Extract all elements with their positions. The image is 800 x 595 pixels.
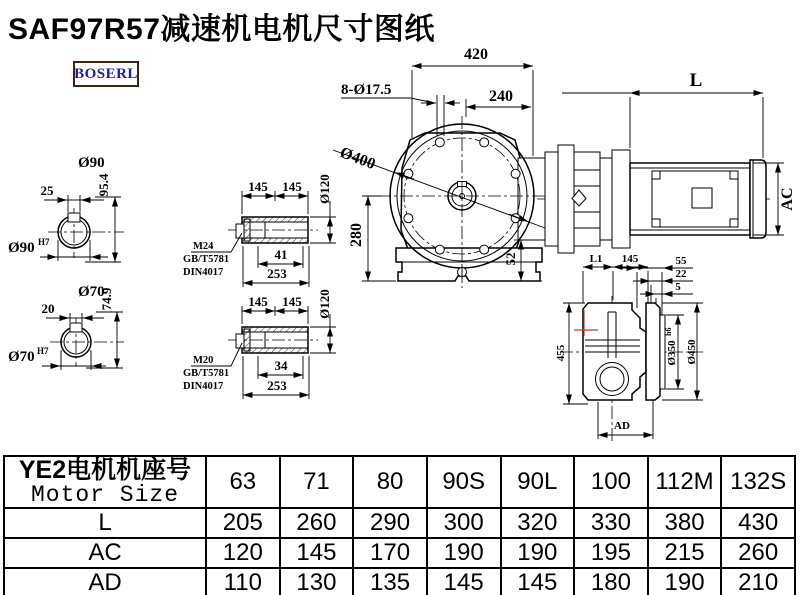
dim-L1: L1 <box>589 253 603 265</box>
dim-145-flange: 145 <box>621 253 639 265</box>
dim-34: 34 <box>274 358 288 373</box>
AD-value: 130 <box>280 568 354 595</box>
frame-col-90l: 90L <box>501 456 575 508</box>
std-din-lower: DIN4017 <box>183 381 224 392</box>
dim-22: 22 <box>675 268 687 280</box>
L-value: 380 <box>648 508 722 538</box>
bore90-label: Ø90 <box>8 240 35 256</box>
frame-col-100: 100 <box>574 456 648 508</box>
dia90-label: Ø90 <box>78 155 105 171</box>
table-row-AD <box>4 568 795 595</box>
AC-value: 195 <box>574 538 648 568</box>
motor-size-header-en: Motor Size <box>30 482 180 509</box>
L-value: 320 <box>501 508 575 538</box>
dim-55: 55 <box>675 255 687 267</box>
dim-d400: Ø400 <box>337 144 378 174</box>
std-gb-upper: GB/T5781 <box>183 254 230 265</box>
thread-m20: M20 <box>193 355 214 366</box>
gearbox-front-view <box>333 46 552 288</box>
dim-d120-upper: Ø120 <box>317 174 332 204</box>
hollow-shaft-section-upper <box>183 174 336 287</box>
L-value: 205 <box>206 508 280 538</box>
frame-col-63: 63 <box>206 456 280 508</box>
AD-value: 180 <box>574 568 648 595</box>
table-row-L <box>4 508 795 538</box>
boserl-logo-text: BOSERL <box>74 65 138 82</box>
AC-value: 145 <box>280 538 354 568</box>
dim-145d: 145 <box>282 294 302 309</box>
AC-value: 190 <box>427 538 501 568</box>
shaft-end-view-90 <box>8 155 124 262</box>
frame-col-80: 80 <box>353 456 427 508</box>
dim-5: 5 <box>675 281 681 293</box>
std-din-upper: DIN4017 <box>183 267 224 278</box>
std-gb-lower: GB/T5781 <box>183 368 230 379</box>
dim-74-9: 74.9 <box>99 287 114 311</box>
frame-col-71: 71 <box>280 456 354 508</box>
output-flange-side-view <box>555 253 703 443</box>
frame-col-90s: 90S <box>427 456 501 508</box>
table-header-row <box>4 456 795 508</box>
dim-AC: AC <box>779 187 796 211</box>
row-label-AD: AD <box>4 568 206 595</box>
dim-280: 280 <box>348 223 365 247</box>
AD-value: 135 <box>353 568 427 595</box>
dim-420: 420 <box>464 46 488 63</box>
dim-145b: 145 <box>282 179 302 194</box>
motor-side-view <box>537 70 796 253</box>
AC-value: 120 <box>206 538 280 568</box>
dim-95-4: 95.4 <box>96 173 111 197</box>
bore70-tol: H7 <box>37 346 49 356</box>
shaft-end-view-70 <box>8 284 124 370</box>
page-title: SAF97R57减速机电机尺寸图纸 <box>8 13 435 46</box>
table-row-AC <box>4 538 795 568</box>
hollow-shaft-section-lower <box>183 289 336 399</box>
dim-145c: 145 <box>248 294 268 309</box>
dim-240: 240 <box>489 88 513 105</box>
dim-253-upper: 253 <box>267 266 287 281</box>
L-value: 300 <box>427 508 501 538</box>
AD-value: 145 <box>427 568 501 595</box>
dim-d350-tol: h6 <box>664 327 673 336</box>
AC-value: 215 <box>648 538 722 568</box>
dim-d120-lower: Ø120 <box>317 289 332 319</box>
thread-m24: M24 <box>193 241 214 252</box>
dim-41: 41 <box>274 247 288 262</box>
AD-value: 210 <box>721 568 795 595</box>
L-value: 290 <box>353 508 427 538</box>
frame-col-112m: 112M <box>648 456 722 508</box>
AD-value: 190 <box>648 568 722 595</box>
AC-value: 260 <box>721 538 795 568</box>
motor-size-header-cell <box>4 456 206 508</box>
row-label-AC: AC <box>4 538 206 568</box>
AD-value: 145 <box>501 568 575 595</box>
dim-AD: AD <box>614 420 630 432</box>
bore90-tol: H7 <box>38 237 50 247</box>
L-value: 260 <box>280 508 354 538</box>
motor-size-table <box>3 455 796 595</box>
dim-20: 20 <box>41 301 55 316</box>
bore70-label: Ø70 <box>8 349 35 365</box>
L-value: 430 <box>721 508 795 538</box>
L-value: 330 <box>574 508 648 538</box>
dim-bolt-holes: 8-Ø17.5 <box>341 82 392 98</box>
AD-value: 110 <box>206 568 280 595</box>
dim-L: L <box>689 70 703 91</box>
row-label-L: L <box>4 508 206 538</box>
dim-52: 52 <box>503 252 518 266</box>
dim-145a: 145 <box>248 179 268 194</box>
motor-size-header-cn: YE2电机机座号 <box>18 456 192 484</box>
dim-d450: Ø450 <box>686 339 698 365</box>
frame-col-132s: 132S <box>721 456 795 508</box>
AC-value: 170 <box>353 538 427 568</box>
dia70-label: Ø70 <box>78 284 105 300</box>
dim-25: 25 <box>40 183 54 198</box>
dim-d350: Ø350 <box>666 340 678 366</box>
AC-value: 190 <box>501 538 575 568</box>
dim-253-lower: 253 <box>267 378 287 393</box>
dim-455: 455 <box>555 344 567 362</box>
